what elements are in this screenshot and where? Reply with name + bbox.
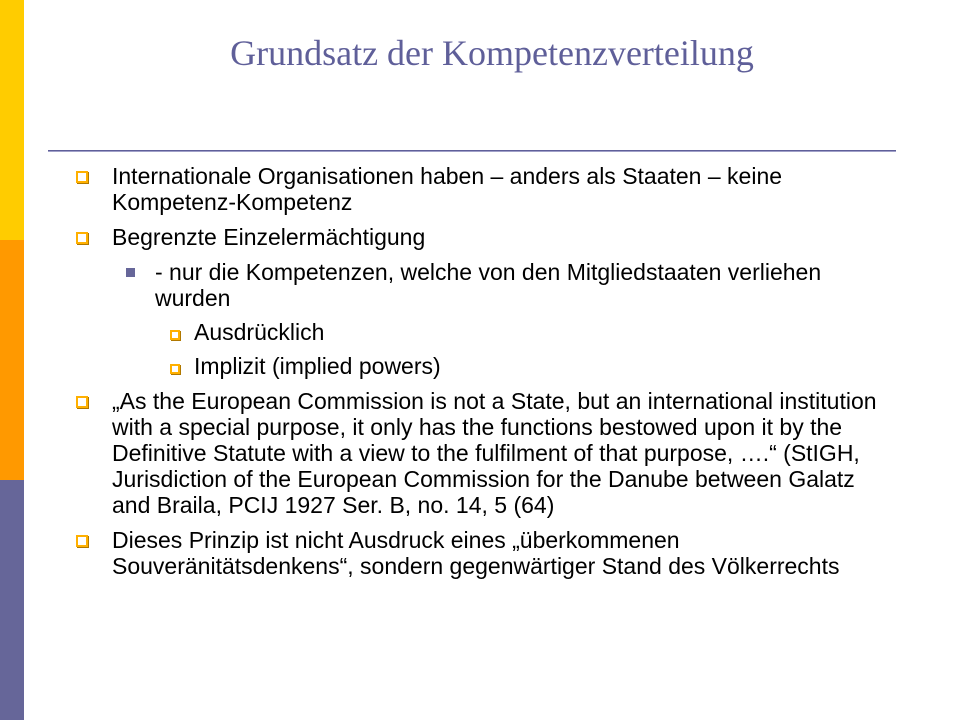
bullet-text: Begrenzte Einzelermächtigung — [112, 224, 426, 250]
bullet-text: Dieses Prinzip ist nicht Ausdruck eines „überkommenen Souveränitätsdenkens“, sondern gegenwärtiger Stand des Völkerrechts — [112, 527, 840, 579]
sub-bullet-text: - nur die Kompetenzen, welche von den Mitgliedstaaten verliehen wurden — [155, 259, 822, 311]
sub-sub-bullet-item — [76, 353, 896, 379]
sub-sub-bullet-item — [76, 319, 896, 345]
bullet-item — [76, 527, 896, 579]
title-divider — [48, 150, 896, 152]
square-bullet-icon — [170, 330, 180, 340]
bullet-item — [76, 163, 896, 215]
square-bullet-icon — [170, 364, 180, 374]
bullet-item — [76, 224, 896, 250]
square-bullet-icon — [76, 171, 88, 183]
accent-stripe-top — [0, 0, 24, 240]
bullet-item — [76, 388, 896, 518]
bullet-text: Internationale Organisationen haben – anders als Staaten – keine Kompetenz-Kompetenz — [112, 163, 783, 215]
accent-stripe-middle — [0, 240, 24, 480]
square-bullet-icon — [76, 232, 88, 244]
sub-bullet-item — [76, 259, 896, 311]
sub-sub-bullet-text: Ausdrücklich — [194, 319, 325, 345]
slide-title: Grundsatz der Kompetenzverteilung — [230, 33, 754, 73]
accent-stripe-bottom — [0, 480, 24, 720]
sub-sub-bullet-text: Implizit (implied powers) — [194, 353, 441, 379]
square-bullet-icon — [76, 396, 88, 408]
filled-square-bullet-icon — [126, 268, 135, 277]
slide-content — [76, 163, 896, 579]
bullet-text: „As the European Commission is not a State, but an international institution with a special purpose, it only has the functions bestowed upon it by the Definitive Statute with a view to the fulfilment of that purpose, ….“ (StIGH, Jurisdiction of the European Commission for the Danube between Galatz and Braila, PCIJ 1927 Ser. B, no. 14, 5 (64) — [112, 388, 877, 518]
square-bullet-icon — [76, 535, 88, 547]
